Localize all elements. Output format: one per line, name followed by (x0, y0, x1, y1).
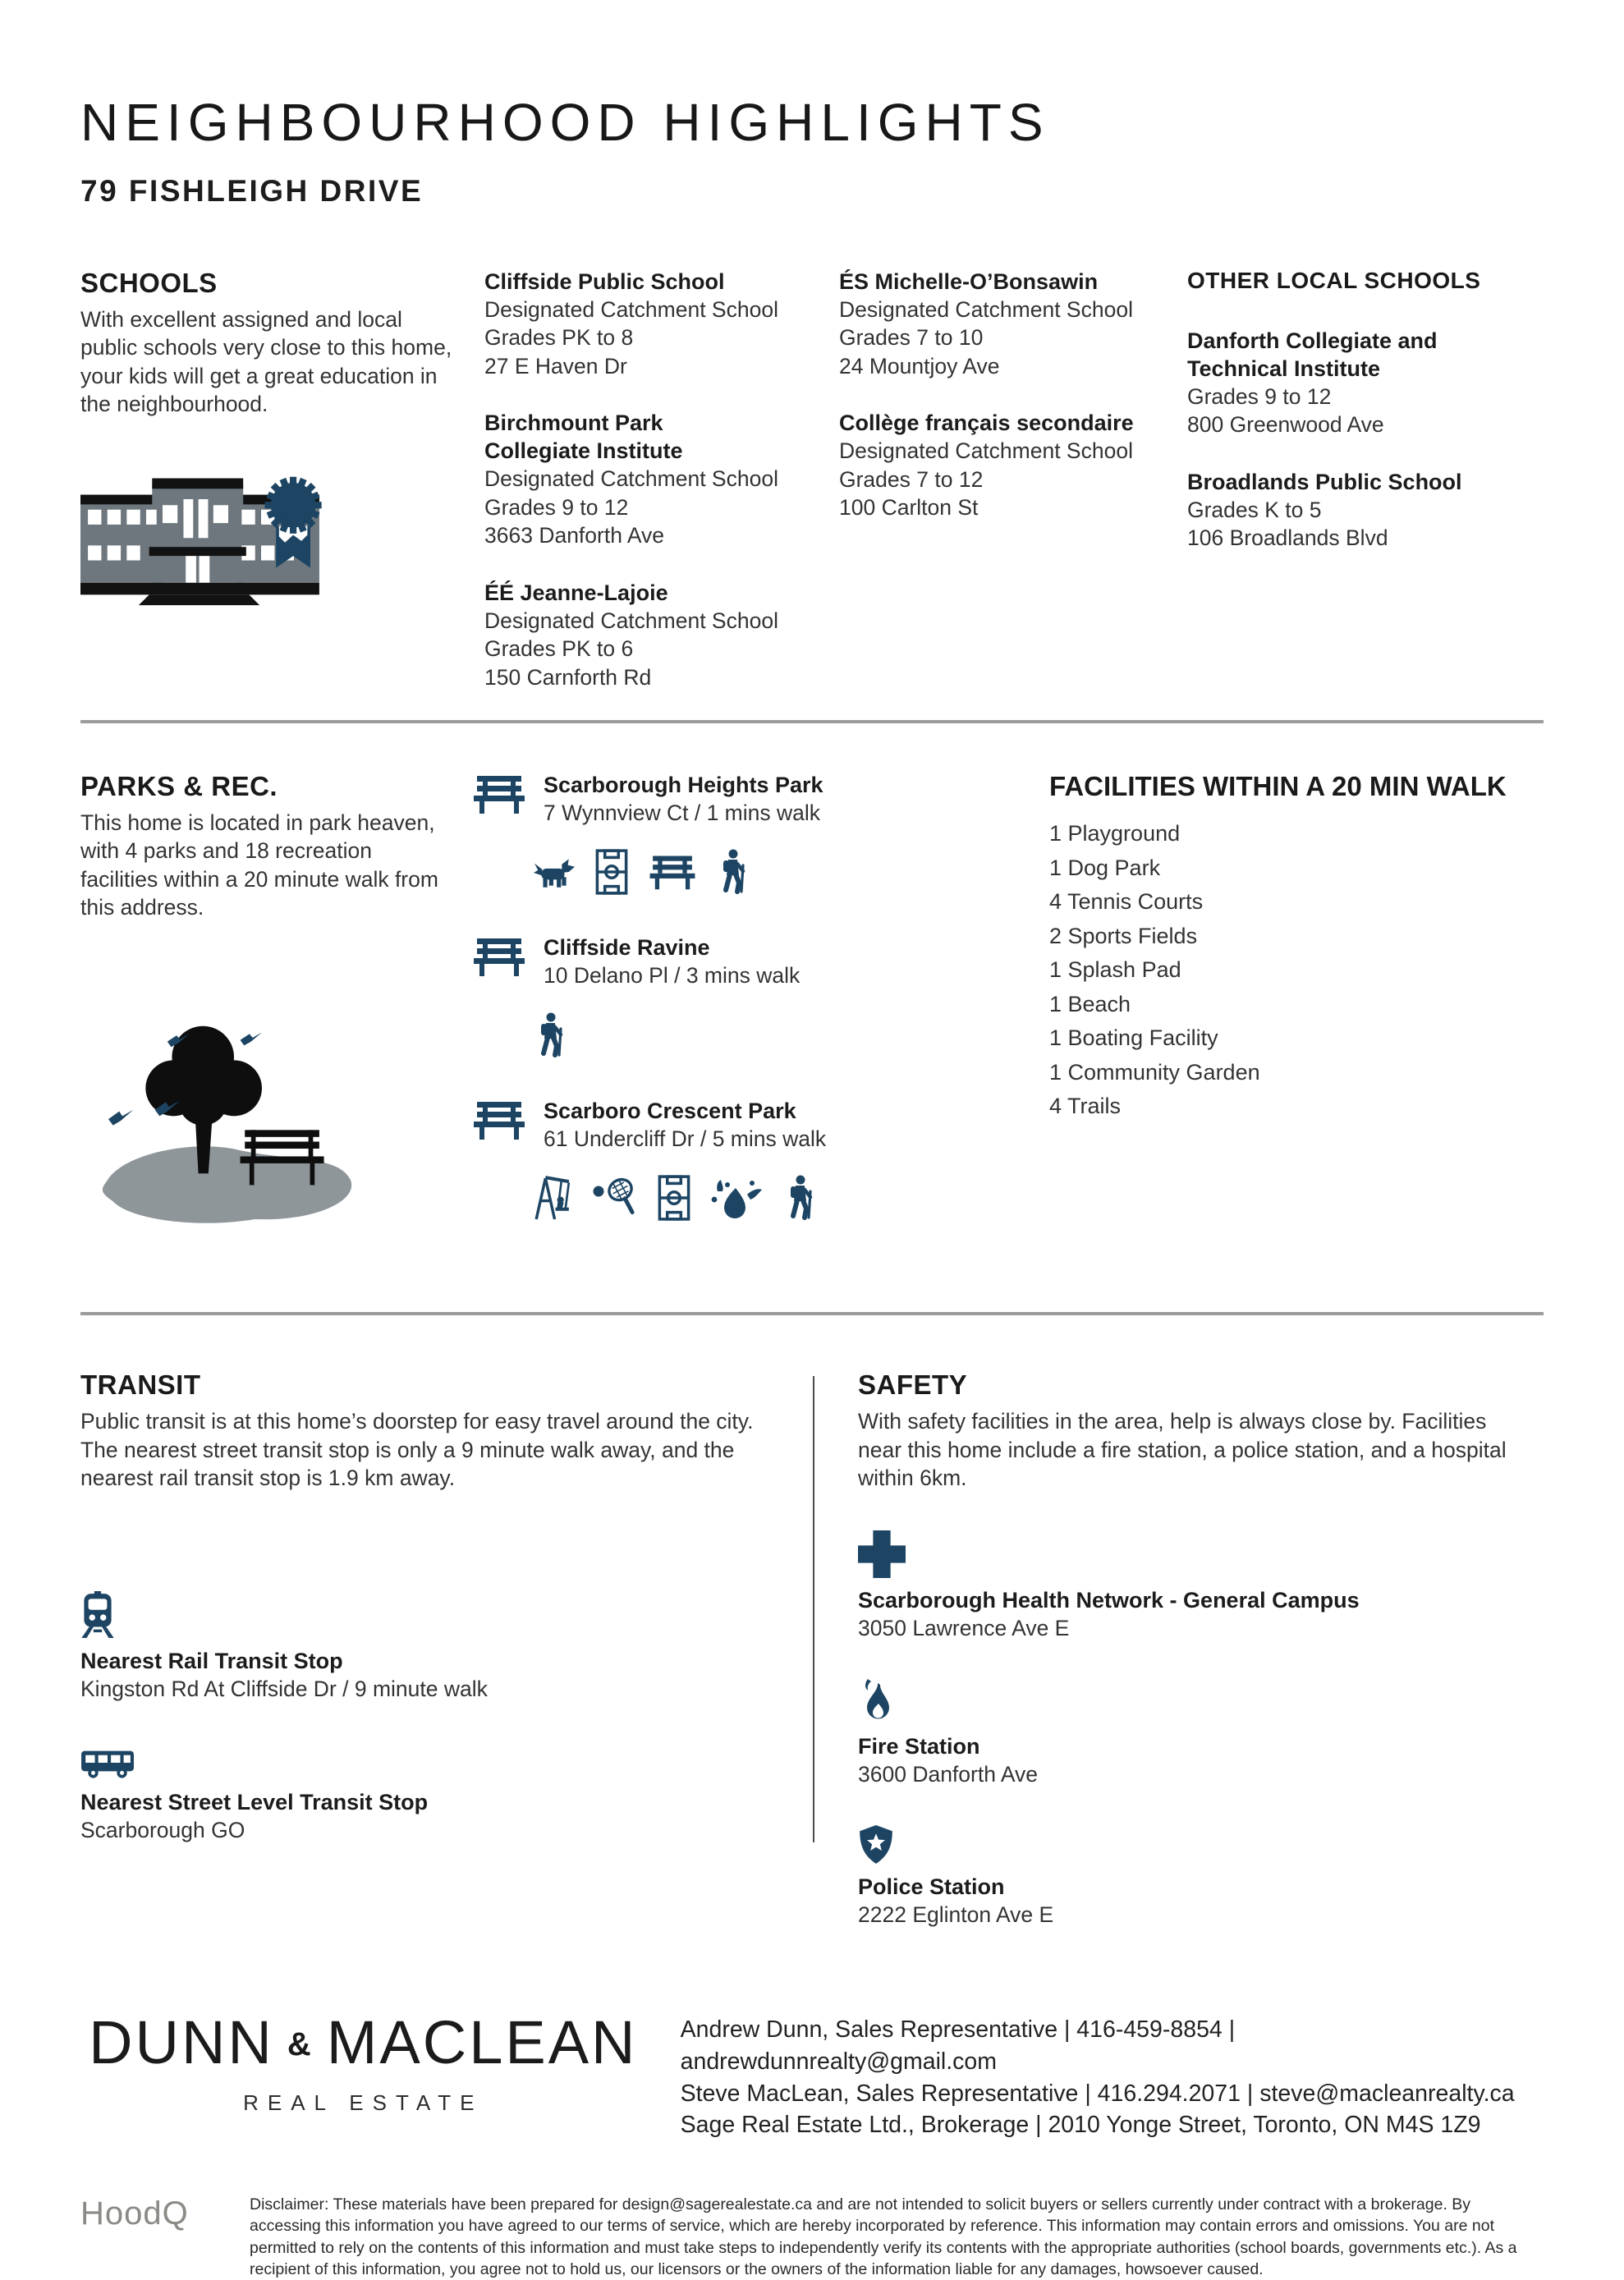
brand-ampersand: & (287, 2026, 314, 2063)
school-grades: Grades 7 to 12 (839, 466, 984, 492)
school-item (839, 268, 1187, 380)
train-icon (80, 1591, 115, 1639)
park-amenities (534, 1171, 1049, 1225)
school-item (484, 268, 839, 380)
schools-column-other (1187, 268, 1544, 720)
facility-item: 1 Beach (1049, 991, 1131, 1016)
parks-heading: PARKS & REC. (80, 771, 278, 801)
parks-section (80, 771, 1544, 1259)
school-grades: Grades PK to 8 (484, 325, 634, 351)
facility-item: 2 Sports Fields (1049, 923, 1198, 948)
school-address: 3663 Danforth Ave (484, 523, 665, 548)
facilities-heading: FACILITIES WITHIN A 20 MIN WALK (1049, 771, 1507, 801)
school-grades: Grades 7 to 10 (839, 325, 984, 351)
brokerage-logo (80, 2007, 646, 2116)
transit-heading: TRANSIT (80, 1369, 201, 1401)
contact-block (681, 2007, 1544, 2141)
header (80, 0, 1544, 209)
school-type: Designated Catchment School (484, 608, 778, 633)
school-name: Broadlands Public School (1187, 469, 1462, 494)
bench-icon (473, 773, 525, 815)
street-stop-value: Scarborough GO (80, 1818, 245, 1843)
fire-station-label: Fire Station (858, 1734, 980, 1759)
school-address: 24 Mountjoy Ave (839, 353, 1000, 378)
park-name: Scarborough Heights Park (544, 773, 823, 797)
rail-stop-label: Nearest Rail Transit Stop (80, 1648, 343, 1673)
other-schools-heading: OTHER LOCAL SCHOOLS (1187, 268, 1481, 293)
brand-wordmark (80, 2007, 646, 2077)
park-name: Scarboro Crescent Park (544, 1098, 796, 1123)
fire-station-value: 3600 Danforth Ave (858, 1762, 1039, 1787)
park-text (544, 1097, 826, 1153)
brand-tagline: REAL ESTATE (243, 2090, 484, 2116)
parks-description: This home is located in park heaven, with 4 parks and 18 recreation facilities within a 20 minute walk from this address. (80, 810, 438, 920)
rail-stop-value: Kingston Rd At Cliffside Dr / 9 minute walk (80, 1676, 488, 1701)
schools-column-catchment-1 (484, 268, 839, 720)
page-subtitle: 79 FISHLEIGH DRIVE (80, 174, 424, 208)
trail-hiker-icon (534, 1012, 565, 1058)
park-text (544, 771, 823, 827)
school-address: 150 Carnforth Rd (484, 664, 652, 690)
bench-icon (649, 853, 696, 891)
school-grades: Grades PK to 6 (484, 636, 634, 662)
schools-description: With excellent assigned and local public schools very close to this home, your kids will get a great education in the neighbourhood. (80, 307, 452, 417)
facility-item: 1 Community Garden (1049, 1059, 1260, 1085)
vertical-divider (813, 1376, 814, 1842)
police-station-value: 2222 Eglinton Ave E (858, 1902, 1054, 1927)
park-amenities (534, 845, 1049, 899)
police-station-label: Police Station (858, 1874, 1005, 1899)
park-scene-illustration (80, 1001, 473, 1241)
transit-description: Public transit is at this home’s doorstep for easy travel around the city. The nearest street transit stop is only a 9 minute walk away, and the nearest rail transit stop is 1.9 km away. (80, 1409, 754, 1491)
sports-field-icon (657, 1174, 691, 1222)
parks-list-column (473, 771, 1049, 1259)
school-type: Designated Catchment School (839, 438, 1133, 464)
transit-safety-section (80, 1369, 1544, 1929)
facility-item: 1 Dog Park (1049, 855, 1161, 880)
transit-column (80, 1369, 813, 1929)
contact-line: Andrew Dunn, Sales Representative | 416-459-8854 | andrewdunnrealty@gmail.com (680, 2016, 1236, 2075)
hoodq-logo: HoodQ (80, 2195, 189, 2232)
bottom-row (80, 2194, 1544, 2280)
safety-heading: SAFETY (858, 1369, 968, 1401)
schools-intro-column (80, 268, 484, 720)
schools-column-catchment-2 (839, 268, 1187, 720)
trail-hiker-icon (716, 849, 747, 895)
school-name: Collège français secondaire (839, 411, 1134, 436)
footer (80, 2007, 1544, 2141)
playground-swing-icon (534, 1174, 571, 1222)
school-type: Designated Catchment School (484, 466, 778, 492)
bench-icon (473, 935, 525, 978)
park-text (544, 934, 800, 989)
section-divider (80, 1312, 1544, 1315)
school-name: Cliffside Public School (484, 269, 725, 294)
safety-column (813, 1369, 1544, 1929)
facility-item: 1 Splash Pad (1049, 957, 1181, 982)
brand-maclean: MACLEAN (326, 2008, 638, 2077)
school-address: 27 E Haven Dr (484, 353, 627, 378)
dog-park-icon (534, 856, 575, 888)
rail-transit-stop (80, 1591, 755, 1703)
facilities-column (1049, 771, 1544, 1259)
bus-icon (80, 1746, 135, 1780)
park-detail: 10 Delano Pl / 3 mins walk (544, 963, 801, 989)
park-item (473, 771, 1049, 827)
street-stop-label: Nearest Street Level Transit Stop (80, 1790, 429, 1815)
school-address: 800 Greenwood Ave (1187, 412, 1384, 438)
facility-item: 4 Trails (1049, 1094, 1122, 1118)
school-type: Designated Catchment School (484, 297, 778, 323)
school-grades: Grades 9 to 12 (1187, 384, 1332, 410)
school-item (484, 409, 839, 549)
bench-icon (473, 1099, 525, 1141)
school-building-icon (80, 463, 484, 617)
schools-heading: SCHOOLS (80, 268, 218, 298)
park-name: Cliffside Ravine (544, 935, 710, 961)
section-divider (80, 720, 1544, 723)
facility-item: 4 Tennis Courts (1049, 889, 1204, 914)
police-station-item (858, 1825, 1544, 1929)
school-item (484, 579, 839, 691)
street-transit-stop (80, 1746, 755, 1844)
fire-station-item (858, 1678, 1544, 1788)
facility-item: 1 Boating Facility (1049, 1025, 1218, 1050)
school-address: 106 Broadlands Blvd (1187, 525, 1388, 551)
school-grades: Grades 9 to 12 (484, 494, 629, 520)
school-grades: Grades K to 5 (1187, 497, 1322, 522)
facility-item: 1 Playground (1049, 821, 1181, 846)
sports-field-icon (594, 848, 629, 896)
school-item (1187, 468, 1544, 553)
hospital-item (858, 1530, 1544, 1642)
safety-description: With safety facilities in the area, help is always close by. Facilities near this home include a fire station, a police station, and a hospital within 6km. (858, 1409, 1507, 1491)
park-amenities (534, 1008, 1049, 1062)
park-detail: 61 Undercliff Dr / 5 mins walk (544, 1126, 827, 1151)
school-item (839, 409, 1187, 521)
tennis-icon (591, 1177, 637, 1218)
school-type: Designated Catchment School (839, 297, 1133, 323)
medical-cross-icon (858, 1530, 906, 1578)
contact-line: Steve MacLean, Sales Representative | 416.294.2071 | steve@macleanrealty.ca (680, 2080, 1515, 2107)
hospital-value: 3050 Lawrence Ave E (858, 1615, 1070, 1640)
school-address: 100 Carlton St (839, 495, 979, 521)
school-name: ÉÉ Jeanne-Lajoie (484, 580, 668, 605)
trail-hiker-icon (783, 1175, 814, 1221)
park-detail: 7 Wynnview Ct / 1 mins walk (544, 801, 820, 826)
school-item (1187, 327, 1544, 439)
park-item (473, 934, 1049, 989)
schools-section (80, 268, 1544, 720)
hospital-label: Scarborough Health Network - General Campus (858, 1587, 1360, 1613)
disclaimer-text: Disclaimer: These materials have been prepared for design@sagerealestate.ca and are not intended to solicit buyers or sellers currently under contract with a brokerage. By accessing this information you have agreed to our terms of service, which are hereby incorporated by reference. This information may contain errors and omissions. You are not permitted to rely on the contents of this information and must take steps to independently verify its contents with the appropriate authorities (school boards, governments etc.). As a recipient of this information, you agree not to hold us, our licensors or the owners of the information liable for any damages, howsoever caused. (250, 2195, 1517, 2278)
contact-line: Sage Real Estate Ltd., Brokerage | 2010 Yonge Street, Toronto, ON M4S 1Z9 (680, 2112, 1481, 2139)
flame-icon (858, 1678, 894, 1724)
parks-intro-column (80, 771, 473, 1259)
page-title: NEIGHBOURHOOD HIGHLIGHTS (80, 93, 1050, 152)
splash-pad-icon (711, 1177, 764, 1219)
school-name: Danforth Collegiate and Technical Institute (1187, 328, 1438, 382)
police-shield-icon (858, 1825, 894, 1865)
brand-dunn: DUNN (89, 2008, 274, 2077)
school-name: Birchmount Park Collegiate Institute (484, 411, 683, 464)
park-item (473, 1097, 1049, 1153)
school-name: ÉS Michelle-O’Bonsawin (839, 269, 1099, 294)
